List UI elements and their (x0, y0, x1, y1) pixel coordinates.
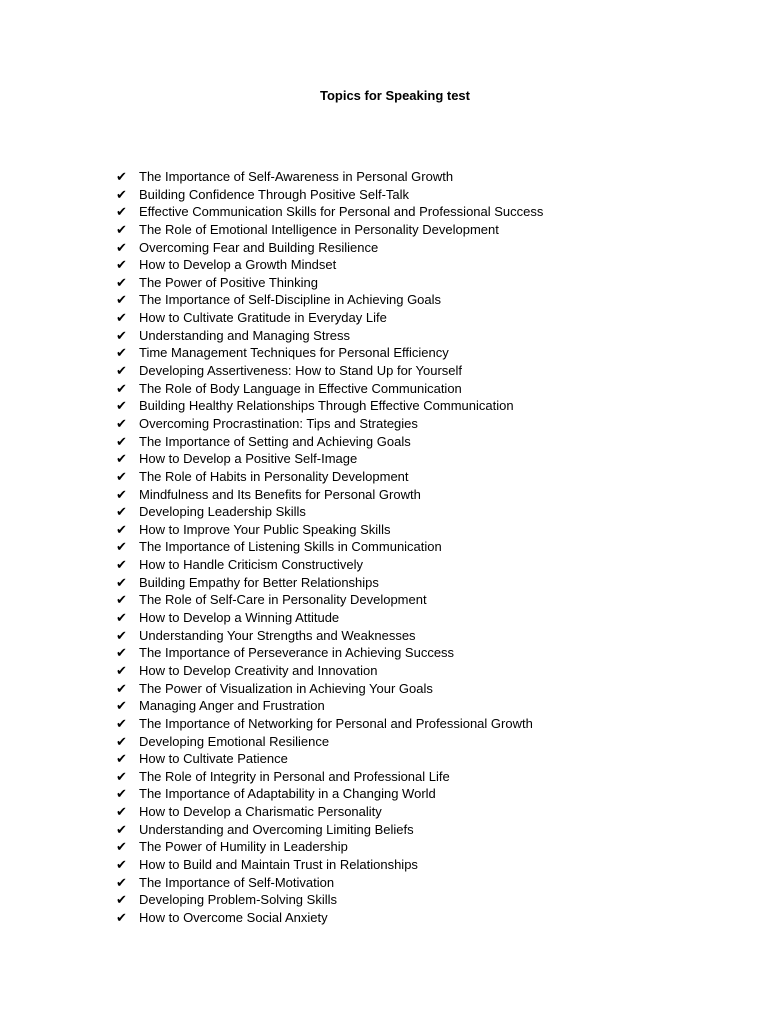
topic-text: The Importance of Self-Awareness in Personal Growth (139, 169, 454, 184)
list-item (116, 609, 543, 627)
topic-text: How to Develop a Charismatic Personality (139, 804, 382, 820)
topic-text: Understanding and Managing Stress (139, 327, 351, 343)
list-item (116, 821, 543, 839)
topic-text: The Importance of Adaptability in a Changing World (139, 786, 436, 802)
list-item (116, 733, 543, 751)
check-icon: ✔ (116, 540, 127, 556)
list-item (116, 662, 543, 680)
list-item (116, 856, 543, 874)
check-icon: ✔ (116, 187, 127, 203)
topic-text: The Role of Body Language in Effective Communication (139, 380, 462, 396)
topic-text: The Importance of Setting and Achieving Goals (139, 433, 411, 449)
list-item (116, 168, 543, 186)
topic-text: How to Cultivate Patience (139, 751, 288, 767)
check-icon: ✔ (116, 646, 127, 662)
check-icon: ✔ (116, 205, 127, 221)
list-item (116, 697, 543, 715)
topic-text: How to Develop a Winning Attitude (139, 610, 340, 626)
list-item (116, 203, 543, 221)
topic-text: The Power of Humility in Leadership (139, 839, 348, 855)
list-item (116, 538, 543, 556)
topic-text: How to Overcome Social Anxiety (139, 909, 328, 925)
list-item (116, 486, 543, 504)
check-icon: ✔ (116, 275, 127, 291)
check-icon: ✔ (116, 875, 127, 891)
check-icon: ✔ (116, 399, 127, 415)
topic-text: How to Develop Creativity and Innovation (139, 662, 378, 678)
list-item (116, 221, 543, 239)
check-icon: ✔ (116, 240, 127, 256)
topic-text: Developing Problem-Solving Skills (139, 892, 337, 908)
topic-text: Overcoming Procrastination: Tips and Strategies (139, 415, 418, 431)
list-item (116, 344, 543, 362)
list-item (116, 785, 543, 803)
list-item (116, 556, 543, 574)
list-item (116, 186, 543, 204)
check-icon: ✔ (116, 769, 127, 785)
check-icon: ✔ (116, 857, 127, 873)
list-item (116, 503, 543, 521)
topic-text: Managing Anger and Frustration (139, 698, 325, 714)
topic-text: The Importance of Listening Skills in Communication (139, 539, 442, 555)
list-item (116, 380, 543, 398)
check-icon: ✔ (116, 258, 127, 274)
list-item (116, 574, 543, 592)
topic-text: Understanding Your Strengths and Weaknesses (139, 627, 416, 643)
check-icon: ✔ (116, 170, 127, 185)
topic-text: The Importance of Self-Discipline in Achieving Goals (139, 292, 442, 308)
check-icon: ✔ (116, 611, 127, 627)
topic-text: Developing Emotional Resilience (139, 733, 330, 749)
topic-text: Understanding and Overcoming Limiting Beliefs (139, 821, 414, 837)
topic-text: Building Empathy for Better Relationships (139, 574, 379, 590)
list-item (116, 803, 543, 821)
check-icon: ✔ (116, 328, 127, 344)
check-icon: ✔ (116, 699, 127, 715)
list-item (116, 750, 543, 768)
list-item (116, 909, 543, 927)
list-item (116, 256, 543, 274)
list-item (116, 627, 543, 645)
topic-text: The Role of Emotional Intelligence in Personality Development (139, 221, 499, 237)
list-item (116, 680, 543, 698)
list-item (116, 768, 543, 786)
check-icon: ✔ (116, 311, 127, 327)
check-icon: ✔ (116, 716, 127, 732)
topic-text: Time Management Techniques for Personal Efficiency (139, 345, 449, 361)
topic-text: Overcoming Fear and Building Resilience (139, 239, 379, 255)
list-item (116, 591, 543, 609)
topic-text: Developing Assertiveness: How to Stand Up for Yourself (139, 363, 463, 379)
check-icon: ✔ (116, 663, 127, 679)
list-item (116, 521, 543, 539)
check-icon: ✔ (116, 575, 127, 591)
check-icon: ✔ (116, 734, 127, 750)
topic-text: The Role of Self-Care in Personality Development (139, 592, 427, 608)
list-item (116, 397, 543, 415)
list-item (116, 874, 543, 892)
list-item (116, 468, 543, 486)
topic-text: How to Develop a Positive Self-Image (139, 451, 358, 467)
check-icon: ✔ (116, 910, 127, 926)
topic-text: How to Build and Maintain Trust in Relationships (139, 856, 418, 872)
check-icon: ✔ (116, 752, 127, 768)
list-item (116, 362, 543, 380)
check-icon: ✔ (116, 469, 127, 485)
topic-text: The Power of Visualization in Achieving Your Goals (139, 680, 433, 696)
list-item (116, 433, 543, 451)
topic-text: The Power of Positive Thinking (139, 274, 318, 290)
check-icon: ✔ (116, 893, 127, 909)
topic-text: How to Develop a Growth Mindset (139, 257, 337, 273)
list-item (116, 715, 543, 733)
check-icon: ✔ (116, 487, 127, 503)
check-icon: ✔ (116, 681, 127, 697)
list-item (116, 309, 543, 327)
list-item (116, 644, 543, 662)
check-icon: ✔ (116, 787, 127, 803)
topic-text: Building Healthy Relationships Through Effective Communication (139, 398, 514, 414)
list-item (116, 239, 543, 257)
topic-list (116, 168, 543, 927)
topic-text: The Importance of Perseverance in Achieving Success (139, 645, 455, 661)
topic-text: Building Confidence Through Positive Self-Talk (139, 186, 410, 202)
check-icon: ✔ (116, 434, 127, 450)
list-item (116, 291, 543, 309)
topic-text: Developing Leadership Skills (139, 504, 306, 520)
list-item (116, 838, 543, 856)
check-icon: ✔ (116, 822, 127, 838)
check-icon: ✔ (116, 293, 127, 309)
check-icon: ✔ (116, 505, 127, 521)
list-item (116, 450, 543, 468)
list-item (116, 274, 543, 292)
check-icon: ✔ (116, 840, 127, 856)
topic-text: How to Cultivate Gratitude in Everyday Life (139, 310, 387, 326)
check-icon: ✔ (116, 628, 127, 644)
check-icon: ✔ (116, 364, 127, 380)
check-icon: ✔ (116, 522, 127, 538)
topic-text: How to Improve Your Public Speaking Skills (139, 521, 391, 537)
topic-text: Effective Communication Skills for Personal and Professional Success (139, 204, 544, 220)
check-icon: ✔ (116, 558, 127, 574)
topic-text: The Importance of Networking for Personal and Professional Growth (139, 715, 533, 731)
topic-text: The Role of Habits in Personality Development (139, 468, 409, 484)
check-icon: ✔ (116, 381, 127, 397)
topic-text: Mindfulness and Its Benefits for Personal Growth (139, 486, 421, 502)
check-icon: ✔ (116, 593, 127, 609)
topic-text: The Importance of Self-Motivation (139, 874, 335, 890)
list-item (116, 415, 543, 433)
list-item (116, 327, 543, 345)
topic-text: How to Handle Criticism Constructively (139, 557, 363, 573)
topic-text: The Role of Integrity in Personal and Professional Life (139, 768, 450, 784)
check-icon: ✔ (116, 805, 127, 821)
page-title: Topics for Speaking test (319, 88, 470, 103)
check-icon: ✔ (116, 416, 127, 432)
check-icon: ✔ (116, 222, 127, 238)
check-icon: ✔ (116, 346, 127, 362)
check-icon: ✔ (116, 452, 127, 468)
list-item (116, 891, 543, 909)
